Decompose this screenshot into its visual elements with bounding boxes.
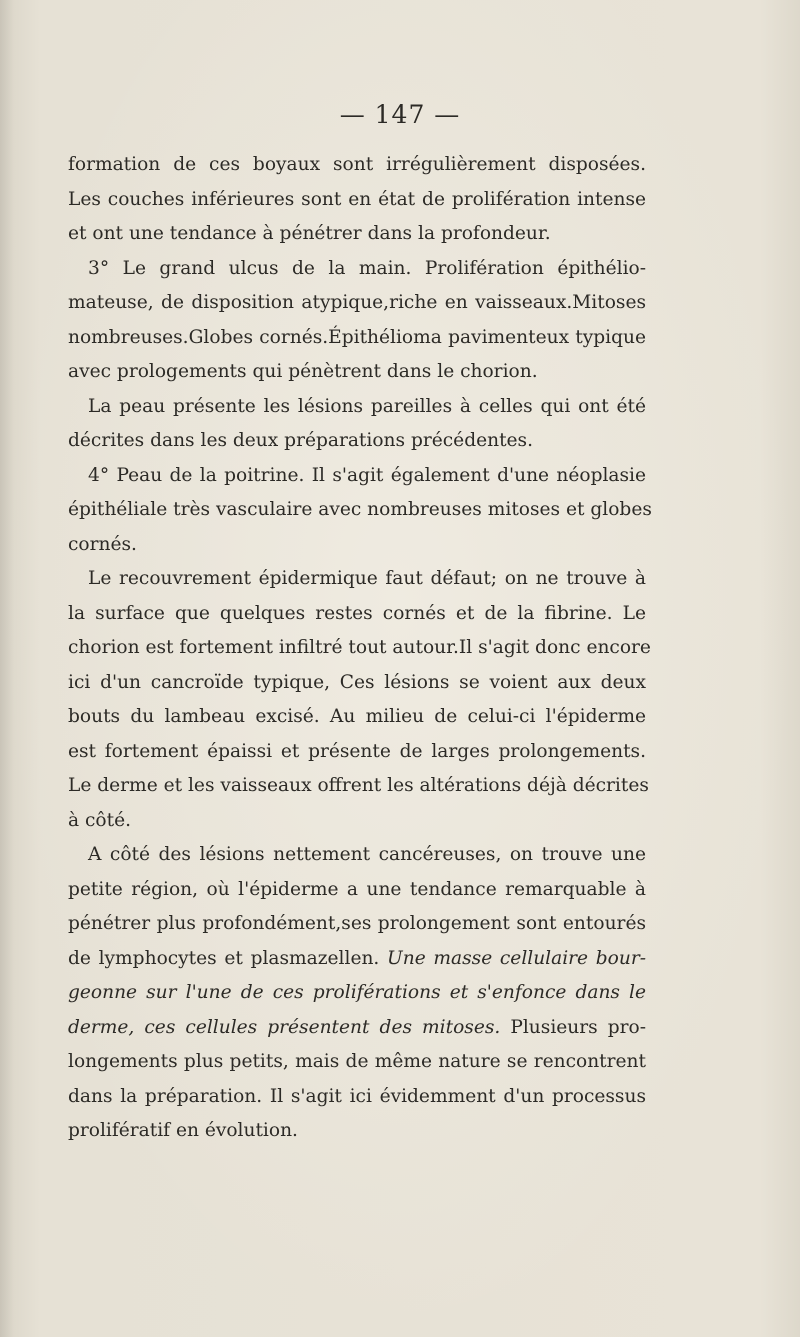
text-line: [68, 873, 646, 908]
text-segment: longements plus petits, mais de même nature se rencontrent: [68, 1051, 646, 1072]
text-segment: 4° Peau de la poitrine. Il s'agit également d'une néoplasie: [88, 464, 646, 486]
text-line: [68, 1080, 646, 1115]
text-segment: prolifératif en évolution.: [68, 1120, 298, 1141]
text-line: [68, 769, 649, 804]
text-line: [68, 804, 646, 839]
text-line: [68, 183, 646, 218]
text-line: [68, 942, 646, 977]
text-line: [68, 355, 646, 390]
text-segment: la surface que quelques restes cornés et de la fibrine. Le: [68, 602, 646, 624]
text-line: [68, 528, 646, 563]
text-segment: Le derme et les vaisseaux offrent les altérations déjà décrites: [68, 775, 649, 796]
text-line: [68, 838, 646, 873]
text-segment: cornés.: [68, 533, 137, 555]
text-segment: Les couches inférieures sont en état de prolifération intense: [68, 188, 646, 210]
text-line: [68, 286, 646, 321]
text-line: [68, 666, 646, 701]
text-segment: pénétrer plus profondément,ses prolongement sont entourés: [68, 913, 646, 934]
text-segment: à côté.: [68, 809, 131, 831]
text-segment: avec prologements qui pénètrent dans le chorion.: [68, 361, 538, 382]
text-segment: est fortement épaissi et présente de larges prolongements.: [68, 740, 646, 762]
text-segment: de lymphocytes et plasmazellen.: [68, 947, 388, 969]
italic-segment: derme, ces cellules présentent des mitoses.: [68, 1016, 501, 1038]
text-line: [68, 424, 646, 459]
text-line: [68, 217, 646, 252]
text-line: [68, 597, 646, 632]
text-line: [68, 459, 646, 494]
text-segment: chorion est fortement infiltré tout autour.Il s'agit donc encore: [68, 637, 651, 658]
italic-segment: Une masse cellulaire bour-: [387, 947, 646, 969]
text-line: [68, 700, 646, 735]
text-line: [68, 148, 646, 183]
text-line: [68, 976, 646, 1011]
text-segment: décrites dans les deux préparations précédentes.: [68, 430, 533, 451]
text-segment: La peau présente les lésions pareilles à celles qui ont été: [88, 395, 646, 417]
text-segment: Le recouvrement épidermique faut défaut; on ne trouve à: [88, 568, 646, 589]
text-segment: A côté des lésions nettement cancéreuses, on trouve une: [88, 844, 646, 865]
text-line: [68, 390, 646, 425]
text-line: [68, 631, 651, 666]
text-segment: et ont une tendance à pénétrer dans la profondeur.: [68, 223, 551, 244]
text-segment: nombreuses.Globes cornés.Épithélioma pavimenteux typique: [68, 326, 646, 348]
text-line: [68, 1011, 646, 1046]
page-number: — 147 —: [339, 100, 461, 129]
text-segment: 3° Le grand ulcus de la main. Prolifération épithélio-: [88, 257, 646, 279]
text-segment: bouts du lambeau excisé. Au milieu de celui-ci l'épiderme: [68, 706, 646, 727]
text-line: [68, 562, 646, 597]
text-line: [68, 735, 646, 770]
text-segment: ici d'un cancroïde typique, Ces lésions se voient aux deux: [68, 671, 646, 693]
text-line: [68, 1045, 646, 1080]
text-line: [68, 493, 652, 528]
text-segment: petite région, où l'épiderme a une tendance remarquable à: [68, 878, 646, 900]
text-segment: Plusieurs pro-: [500, 1016, 647, 1038]
body-text: [68, 148, 652, 1149]
text-line: [68, 907, 646, 942]
text-segment: formation de ces boyaux sont irrégulièrement disposées.: [68, 154, 646, 175]
text-segment: épithéliale très vasculaire avec nombreuses mitoses et globes: [68, 499, 652, 520]
text-segment: mateuse, de disposition atypique,riche en vaisseaux.Mitoses: [68, 292, 646, 313]
text-line: [68, 252, 646, 287]
text-segment: dans la préparation. Il s'agit ici évidemment d'un processus: [68, 1085, 646, 1107]
text-line: [68, 1114, 646, 1149]
text-line: [68, 321, 646, 356]
italic-segment: geonne sur l'une de ces proliférations et s'enfonce dans le: [68, 982, 646, 1003]
